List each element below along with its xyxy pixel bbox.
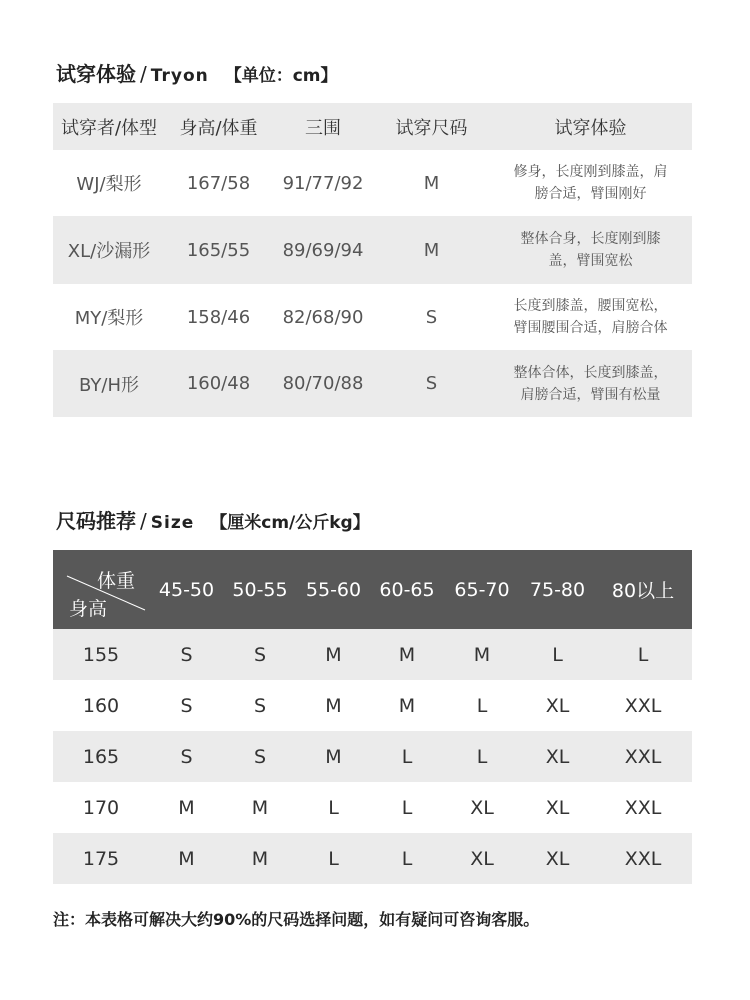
size-cell: S — [149, 629, 224, 680]
size-cell: L — [371, 833, 443, 884]
table-row — [53, 150, 692, 216]
size-cell: XL — [521, 782, 594, 833]
tester-cell: WJ/梨形 — [53, 150, 165, 216]
height-cell: 175 — [53, 833, 149, 884]
tryon-heading: 试穿体验 / Tryon 【单位：cm】 — [56, 62, 338, 86]
experience-cell: 整体合身，长度刚到膝 盖，臂围宽松 — [489, 216, 692, 284]
tryon-col-hw: 身高/体重 — [165, 103, 272, 150]
height-cell: 155 — [53, 629, 149, 680]
table-row — [53, 833, 692, 884]
size-cell: M — [296, 731, 371, 782]
corner-height-label: 身高 — [69, 598, 108, 620]
height-cell: 165 — [53, 731, 149, 782]
size-cell: L — [296, 782, 371, 833]
size-cell: M — [224, 782, 296, 833]
size-cell: XXL — [594, 833, 692, 884]
size-cell: XL — [521, 680, 594, 731]
experience-cell: 修身，长度刚到膝盖，肩 膀合适，臂围刚好 — [489, 150, 692, 216]
tryon-col-size: 试穿尺码 — [374, 103, 489, 150]
weight-header: 55-60 — [296, 550, 371, 629]
table-row — [53, 284, 692, 350]
size-cell: S — [224, 629, 296, 680]
tryon-unit: 【单位：cm】 — [224, 66, 338, 86]
size-cell: M — [149, 782, 224, 833]
size-cell: S — [224, 680, 296, 731]
tester-cell: XL/沙漏形 — [53, 216, 165, 284]
weight-header: 65-70 — [443, 550, 521, 629]
experience-cell: 长度到膝盖，腰围宽松， 臂围腰围合适，肩膀合体 — [489, 284, 692, 350]
tryon-col-tester: 试穿者/体型 — [53, 103, 165, 150]
size-cell: M — [374, 216, 489, 284]
size-cell: M — [371, 680, 443, 731]
height-weight-cell: 167/58 — [165, 150, 272, 216]
table-row — [53, 629, 692, 680]
size-cell: L — [443, 680, 521, 731]
size-cell: S — [149, 731, 224, 782]
height-cell: 160 — [53, 680, 149, 731]
size-cell: L — [521, 629, 594, 680]
size-table — [53, 550, 692, 884]
table-row — [53, 731, 692, 782]
table-row — [53, 680, 692, 731]
size-heading: 尺码推荐 / Size 【厘米cm/公斤kg】 — [56, 509, 370, 533]
size-cell: XL — [443, 833, 521, 884]
size-unit: 【厘米cm/公斤kg】 — [210, 513, 370, 533]
weight-header: 60-65 — [371, 550, 443, 629]
height-weight-cell: 160/48 — [165, 350, 272, 417]
tryon-col-experience: 试穿体验 — [489, 103, 692, 150]
corner-cell — [53, 550, 149, 629]
experience-cell: 整体合体，长度到膝盖， 肩膀合适，臂围有松量 — [489, 350, 692, 417]
size-cell: M — [224, 833, 296, 884]
size-cell: M — [296, 629, 371, 680]
size-cell: L — [443, 731, 521, 782]
size-cell: XL — [521, 833, 594, 884]
size-cell: XXL — [594, 680, 692, 731]
measures-cell: 82/68/90 — [272, 284, 374, 350]
size-subtitle: Size — [150, 513, 195, 533]
size-cell: S — [149, 680, 224, 731]
size-cell: XXL — [594, 782, 692, 833]
height-weight-cell: 158/46 — [165, 284, 272, 350]
tryon-subtitle: Tryon — [150, 66, 209, 86]
size-cell: L — [371, 731, 443, 782]
tryon-col-measures: 三围 — [272, 103, 374, 150]
weight-header: 50-55 — [224, 550, 296, 629]
measures-cell: 91/77/92 — [272, 150, 374, 216]
corner-weight-label: 体重 — [96, 570, 135, 592]
size-header-row — [53, 550, 692, 629]
size-cell: S — [374, 284, 489, 350]
height-cell: 170 — [53, 782, 149, 833]
tester-cell: BY/H形 — [53, 350, 165, 417]
weight-header: 75-80 — [521, 550, 594, 629]
height-weight-cell: 165/55 — [165, 216, 272, 284]
size-cell: M — [371, 629, 443, 680]
weight-header: 80以上 — [594, 550, 692, 629]
size-cell: M — [374, 150, 489, 216]
size-cell: L — [296, 833, 371, 884]
tryon-title: 试穿体验 — [56, 62, 136, 86]
size-cell: XL — [521, 731, 594, 782]
measures-cell: 80/70/88 — [272, 350, 374, 417]
size-cell: S — [224, 731, 296, 782]
measures-cell: 89/69/94 — [272, 216, 374, 284]
tester-cell: MY/梨形 — [53, 284, 165, 350]
size-cell: L — [594, 629, 692, 680]
size-cell: XXL — [594, 731, 692, 782]
footnote: 注：本表格可解决大约90%的尺码选择问题，如有疑问可咨询客服。 — [53, 910, 540, 929]
size-cell: M — [149, 833, 224, 884]
size-title: 尺码推荐 — [56, 509, 136, 533]
size-cell: M — [443, 629, 521, 680]
size-cell: M — [296, 680, 371, 731]
tryon-header-row — [53, 103, 692, 150]
table-row — [53, 350, 692, 417]
size-cell: XL — [443, 782, 521, 833]
weight-header: 45-50 — [149, 550, 224, 629]
table-row — [53, 782, 692, 833]
tryon-table — [53, 103, 692, 417]
size-cell: L — [371, 782, 443, 833]
size-cell: S — [374, 350, 489, 417]
table-row — [53, 216, 692, 284]
